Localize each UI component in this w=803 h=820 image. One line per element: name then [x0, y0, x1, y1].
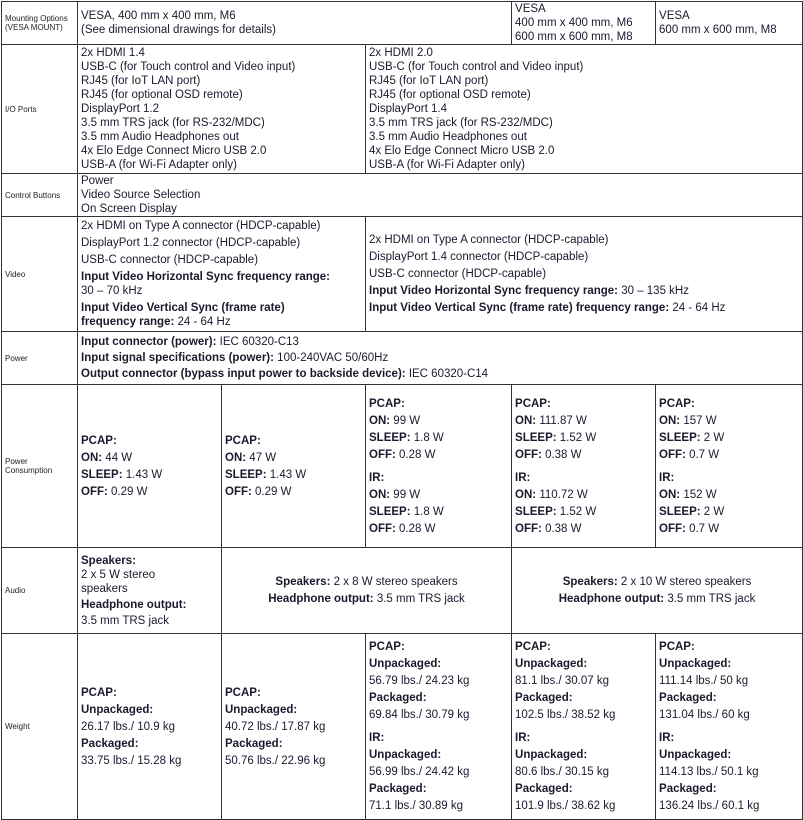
- w-packaged-label: Packaged:: [225, 737, 283, 750]
- label-weight: Weight: [2, 634, 78, 820]
- audio-a-headphone-label: Headphone output:: [81, 598, 187, 611]
- w-packaged-value: 131.04 lbs./ 60 kg: [659, 709, 750, 721]
- pc-sleep-label: SLEEP:: [515, 431, 557, 444]
- w-ir-label: IR:: [659, 732, 675, 744]
- io-b-item: 3.5 mm TRS jack (for RS-232/MDC): [369, 117, 553, 129]
- pc-col-3: [366, 385, 512, 548]
- w-unpackaged-value: 111.14 lbs./ 50 kg: [659, 675, 749, 687]
- pc-ir-label: IR:: [369, 471, 385, 484]
- row-mounting: [2, 2, 803, 45]
- control-item: On Screen Display: [81, 203, 177, 215]
- w-unpackaged-value: 56.99 lbs./ 24.42 kg: [369, 766, 470, 778]
- mounting-c: [656, 2, 803, 45]
- pc-col-5: [656, 385, 803, 548]
- row-weight: [2, 634, 803, 820]
- video-a-vsync-label2: frequency range:: [81, 316, 175, 328]
- w-unpackaged-value: 80.6 lbs./ 30.15 kg: [515, 766, 610, 778]
- audio-c: [512, 548, 803, 634]
- pc-sleep-value: 1.43 W: [125, 468, 163, 481]
- pc-on-label: ON:: [659, 488, 681, 501]
- io-a-item: 2x HDMI 1.4: [81, 47, 145, 59]
- audio-a: [78, 548, 222, 634]
- audio-b-headphone-label: Headphone output:: [268, 593, 374, 605]
- pc-on-value: 111.87 W: [539, 414, 587, 427]
- row-power: [2, 332, 803, 385]
- w-packaged-value: 69.84 lbs./ 30.79 kg: [369, 709, 470, 721]
- io-a-item: RJ45 (for optional OSD remote): [81, 89, 243, 101]
- power-output-value: IEC 60320-C14: [408, 368, 489, 380]
- w-unpackaged-value: 114.13 lbs./ 50.1 kg: [659, 766, 759, 778]
- w-pcap-label: PCAP:: [659, 641, 695, 653]
- io-a-item: DisplayPort 1.2: [81, 103, 159, 115]
- video-a-line: DisplayPort 1.2 connector (HDCP-capable): [81, 237, 301, 249]
- io-a-item: 3.5 mm Audio Headphones out: [81, 131, 239, 143]
- io-a-item: USB-A (for Wi-Fi Adapter only): [81, 159, 237, 171]
- pc-on-label: ON:: [81, 451, 103, 464]
- pc-off-value: 0.28 W: [399, 448, 436, 461]
- pc-sleep-value: 2 W: [703, 505, 725, 518]
- row-audio: [2, 548, 803, 634]
- io-b: [366, 45, 803, 174]
- pc-pcap-label: PCAP:: [659, 397, 695, 410]
- pc-off-label: OFF:: [659, 448, 686, 461]
- mounting-b-line1: VESA: [515, 3, 546, 15]
- control-list: [78, 174, 803, 217]
- w-packaged-value: 101.9 lbs./ 38.62 kg: [515, 800, 616, 812]
- label-power-consumption: Power Consumption: [2, 385, 78, 548]
- power-signal-value: 100-240VAC 50/60Hz: [277, 352, 389, 364]
- weight-col-4: [512, 634, 656, 820]
- io-b-item: RJ45 (for optional OSD remote): [369, 89, 531, 101]
- power-input-label: Input connector (power):: [81, 336, 217, 348]
- pc-off-label: OFF:: [515, 448, 542, 461]
- audio-c-headphone-value: 3.5 mm TRS jack: [667, 593, 756, 605]
- pc-off-label: OFF:: [369, 522, 396, 535]
- w-packaged-value: 33.75 lbs./ 15.28 kg: [81, 754, 182, 767]
- w-packaged-label: Packaged:: [659, 692, 717, 704]
- w-packaged-value: 71.1 lbs./ 30.89 kg: [369, 800, 463, 812]
- io-a: [78, 45, 366, 174]
- power-signal-label: Input signal specifications (power):: [81, 352, 274, 364]
- pc-on-label: ON:: [515, 414, 537, 427]
- pc-ir-label: IR:: [659, 471, 675, 484]
- pc-off-value: 0.7 W: [689, 448, 720, 461]
- mounting-c-line1: VESA: [659, 10, 690, 22]
- video-a-hsync-label: Input Video Horizontal Sync frequency range:: [81, 271, 330, 283]
- pc-off-label: OFF:: [369, 448, 396, 461]
- mounting-a: [78, 2, 512, 45]
- label-audio: Audio: [2, 548, 78, 634]
- audio-b: [222, 548, 512, 634]
- power-specs: [78, 332, 803, 385]
- audio-c-speakers-value: 2 x 10 W stereo speakers: [620, 576, 752, 588]
- pc-on-value: 47 W: [249, 451, 277, 464]
- w-pcap-label: PCAP:: [369, 641, 405, 653]
- label-video: Video: [2, 217, 78, 332]
- pc-off-value: 0.29 W: [255, 485, 292, 498]
- video-a-hsync-value: 30 – 70 kHz: [81, 285, 143, 297]
- w-pcap-label: PCAP:: [515, 641, 551, 653]
- pc-sleep-value: 1.43 W: [269, 468, 307, 481]
- pc-on-label: ON:: [369, 488, 391, 501]
- weight-col-1: [78, 634, 222, 820]
- weight-col-2: [222, 634, 366, 820]
- w-unpackaged-label: Unpackaged:: [225, 703, 298, 716]
- pc-ir-label: IR:: [515, 471, 531, 484]
- audio-b-speakers-value: 2 x 8 W stereo speakers: [333, 576, 458, 588]
- mounting-a-line2: (See dimensional drawings for details): [81, 24, 276, 36]
- label-mounting: Mounting Options (VESA MOUNT): [2, 2, 78, 45]
- w-unpackaged-value: 56.79 lbs./ 24.23 kg: [369, 675, 470, 687]
- pc-off-value: 0.28 W: [399, 522, 436, 535]
- video-b-line: 2x HDMI on Type A connector (HDCP-capable): [369, 234, 609, 246]
- pc-on-label: ON:: [225, 451, 247, 464]
- label-control: Control Buttons: [2, 174, 78, 217]
- pc-off-label: OFF:: [81, 485, 108, 498]
- w-packaged-label: Packaged:: [515, 783, 573, 795]
- video-a-vsync-value: 24 - 64 Hz: [177, 316, 231, 328]
- w-unpackaged-value: 81.1 lbs./ 30.07 kg: [515, 675, 610, 687]
- power-input-value: IEC 60320-C13: [219, 336, 299, 348]
- pc-sleep-label: SLEEP:: [81, 468, 123, 481]
- pc-col-1: [78, 385, 222, 548]
- pc-on-value: 99 W: [393, 488, 421, 501]
- pc-off-value: 0.7 W: [689, 522, 720, 535]
- video-b-hsync-label: Input Video Horizontal Sync frequency range:: [369, 285, 618, 297]
- w-ir-label: IR:: [515, 732, 531, 744]
- pc-sleep-value: 1.52 W: [559, 505, 597, 518]
- pc-col-4: [512, 385, 656, 548]
- audio-a-speakers-label: Speakers:: [81, 554, 136, 567]
- w-unpackaged-label: Unpackaged:: [369, 749, 442, 761]
- io-b-item: 2x HDMI 2.0: [369, 47, 433, 59]
- audio-b-headphone-value: 3.5 mm TRS jack: [376, 593, 465, 605]
- w-unpackaged-label: Unpackaged:: [515, 749, 588, 761]
- io-b-item: DisplayPort 1.4: [369, 103, 447, 115]
- pc-off-value: 0.38 W: [545, 448, 582, 461]
- io-a-item: RJ45 (for IoT LAN port): [81, 75, 201, 87]
- pc-sleep-label: SLEEP:: [659, 505, 701, 518]
- pc-off-label: OFF:: [225, 485, 252, 498]
- pc-on-value: 152 W: [683, 488, 717, 501]
- w-packaged-label: Packaged:: [369, 783, 427, 795]
- audio-c-speakers-label: Speakers:: [562, 576, 618, 588]
- w-unpackaged-value: 26.17 lbs./ 10.9 kg: [81, 720, 175, 733]
- audio-c-headphone-label: Headphone output:: [558, 593, 665, 605]
- video-a-line: 2x HDMI on Type A connector (HDCP-capable): [81, 220, 321, 232]
- row-video: [2, 217, 803, 332]
- pc-off-value: 0.38 W: [545, 522, 582, 535]
- pc-on-label: ON:: [515, 488, 537, 501]
- video-a: [78, 217, 366, 332]
- mounting-b-line2: 400 mm x 400 mm, M6: [515, 17, 633, 29]
- audio-b-speakers-label: Speakers:: [275, 576, 331, 588]
- weight-col-3: [366, 634, 512, 820]
- audio-a-speakers-line2: speakers: [81, 582, 128, 595]
- pc-sleep-value: 1.8 W: [413, 431, 444, 444]
- pc-sleep-label: SLEEP:: [369, 431, 411, 444]
- mounting-b-line3: 600 mm x 600 mm, M8: [515, 31, 633, 43]
- pc-on-value: 110.72 W: [539, 488, 588, 501]
- w-packaged-value: 50.76 lbs./ 22.96 kg: [225, 754, 326, 767]
- w-packaged-label: Packaged:: [81, 737, 139, 750]
- io-a-item: 4x Elo Edge Connect Micro USB 2.0: [81, 145, 267, 157]
- pc-on-label: ON:: [369, 414, 391, 427]
- pc-sleep-value: 2 W: [703, 431, 725, 444]
- mounting-a-line1: VESA, 400 mm x 400 mm, M6: [81, 10, 236, 22]
- pc-off-value: 0.29 W: [111, 485, 148, 498]
- w-packaged-value: 102.5 lbs./ 38.52 kg: [515, 709, 616, 721]
- pc-pcap-label: PCAP:: [81, 434, 117, 447]
- audio-a-speakers-line1: 2 x 5 W stereo: [81, 568, 156, 581]
- label-power: Power: [2, 332, 78, 385]
- label-io: I/O Ports: [2, 45, 78, 174]
- w-unpackaged-label: Unpackaged:: [659, 658, 732, 670]
- video-b-hsync-value: 30 – 135 kHz: [621, 285, 689, 297]
- w-pcap-label: PCAP:: [225, 686, 261, 699]
- pc-pcap-label: PCAP:: [515, 397, 551, 410]
- mounting-c-line2: 600 mm x 600 mm, M8: [659, 24, 777, 36]
- w-unpackaged-label: Unpackaged:: [515, 658, 588, 670]
- pc-on-value: 99 W: [393, 414, 421, 427]
- pc-off-label: OFF:: [659, 522, 686, 535]
- pc-sleep-label: SLEEP:: [225, 468, 267, 481]
- pc-sleep-label: SLEEP:: [515, 505, 557, 518]
- video-b-line: USB-C connector (HDCP-capable): [369, 268, 547, 280]
- video-b-line: DisplayPort 1.4 connector (HDCP-capable): [369, 251, 589, 263]
- w-packaged-label: Packaged:: [659, 783, 717, 795]
- w-packaged-value: 136.24 lbs./ 60.1 kg: [659, 800, 760, 812]
- io-b-item: RJ45 (for IoT LAN port): [369, 75, 489, 87]
- w-unpackaged-label: Unpackaged:: [81, 703, 154, 716]
- video-b-vsync-label: Input Video Vertical Sync (frame rate) frequency range:: [369, 302, 670, 314]
- w-ir-label: IR:: [369, 732, 385, 744]
- pc-off-label: OFF:: [515, 522, 542, 535]
- mounting-b: [512, 2, 656, 45]
- pc-sleep-label: SLEEP:: [369, 505, 411, 518]
- io-a-item: 3.5 mm TRS jack (for RS-232/MDC): [81, 117, 265, 129]
- spec-table: [1, 1, 803, 820]
- io-b-item: 3.5 mm Audio Headphones out: [369, 131, 527, 143]
- row-power-consumption: [2, 385, 803, 548]
- weight-col-5: [656, 634, 803, 820]
- w-packaged-label: Packaged:: [369, 692, 427, 704]
- io-b-item: USB-A (for Wi-Fi Adapter only): [369, 159, 525, 171]
- io-a-item: USB-C (for Touch control and Video input): [81, 61, 296, 73]
- video-b: [366, 217, 803, 332]
- pc-pcap-label: PCAP:: [369, 397, 405, 410]
- row-io-ports: [2, 45, 803, 174]
- w-unpackaged-label: Unpackaged:: [659, 749, 732, 761]
- pc-sleep-label: SLEEP:: [659, 431, 701, 444]
- io-b-item: 4x Elo Edge Connect Micro USB 2.0: [369, 145, 555, 157]
- io-b-item: USB-C (for Touch control and Video input): [369, 61, 584, 73]
- w-packaged-label: Packaged:: [515, 692, 573, 704]
- control-item: Video Source Selection: [81, 189, 201, 201]
- pc-sleep-value: 1.52 W: [559, 431, 597, 444]
- video-b-vsync-value: 24 - 64 Hz: [672, 302, 726, 314]
- pc-on-label: ON:: [659, 414, 681, 427]
- video-a-line: USB-C connector (HDCP-capable): [81, 254, 259, 266]
- row-control-buttons: [2, 174, 803, 217]
- video-a-vsync-label: Input Video Vertical Sync (frame rate): [81, 302, 285, 314]
- pc-col-2: [222, 385, 366, 548]
- pc-on-value: 44 W: [105, 451, 133, 464]
- audio-a-headphone-value: 3.5 mm TRS jack: [81, 614, 169, 627]
- control-item: Power: [81, 175, 114, 187]
- w-pcap-label: PCAP:: [81, 686, 117, 699]
- pc-pcap-label: PCAP:: [225, 434, 261, 447]
- pc-on-value: 157 W: [683, 414, 717, 427]
- pc-sleep-value: 1.8 W: [413, 505, 444, 518]
- power-output-label: Output connector (bypass input power to backside device):: [81, 368, 406, 380]
- w-unpackaged-value: 40.72 lbs./ 17.87 kg: [225, 720, 326, 733]
- w-unpackaged-label: Unpackaged:: [369, 658, 442, 670]
